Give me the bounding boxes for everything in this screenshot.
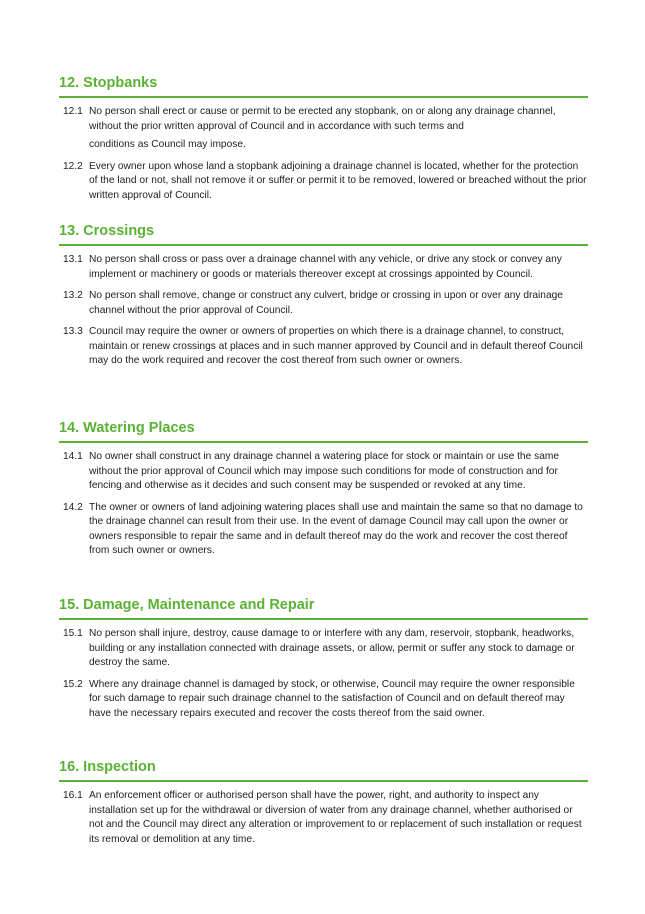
clause-14-1	[59, 450, 588, 494]
clause-text: Where any drainage channel is damaged by stock, or otherwise, Council may require the owner responsible for such damage to repair such drainage channel to the satisfaction of Council and on default thereof may have the necessary repairs executed and recover the costs thereof from the said owner.	[89, 678, 575, 719]
clause-text: No person shall cross or pass over a drainage channel with any vehicle, or drive any stock or convey any implement or machinery or goods or materials thereover except at crossings appointed by Council.	[89, 254, 562, 280]
clause-number: 14.2	[63, 501, 83, 513]
clause-number: 15.2	[63, 678, 83, 690]
section-heading: 14. Watering Places	[59, 419, 588, 443]
clause-13-3	[59, 325, 588, 369]
clause-15-1	[59, 627, 588, 671]
section-crossings	[59, 222, 588, 369]
clause-15-2	[59, 678, 588, 722]
clause-number: 13.1	[63, 254, 83, 265]
section-heading: 13. Crossings	[59, 222, 588, 246]
clause-number: 13.2	[63, 290, 83, 301]
clause-text: No owner shall construct in any drainage channel a watering place for stock or maintain or use the same without the prior approval of Council which may impose such conditions for mode of construction and for fencing and otherwise as it decides and such consent may be suspended or revoked at any time.	[89, 451, 560, 491]
section-inspection	[59, 758, 588, 847]
clause-text: Council may require the owner or owners of properties on which there is a drainage channel, to construct, maintain or renew crossings at places and in such manner approved by Council and in default thereof Council may do the work required and recover the cost thereof from such owner or owners.	[89, 326, 583, 366]
clause-text: No person shall injure, destroy, cause damage to or interfere with any dam, reservoir, stopbank, headworks, building or any installation connected with drainage assets, or allow, permit or suffer any stock to damage or destroy the same.	[89, 628, 575, 668]
clause-12-1	[59, 105, 588, 153]
clause-number: 13.3	[63, 326, 83, 337]
clause-number: 16.1	[63, 790, 83, 801]
section-watering-places	[59, 419, 588, 559]
clause-number: 15.1	[63, 628, 83, 639]
clause-number: 12.2	[63, 160, 83, 172]
section-heading: 15. Damage, Maintenance and Repair	[59, 596, 588, 620]
clause-text: An enforcement officer or authorised person shall have the power, right, and authority to inspect any installation set up for the withdrawal or diversion of water from any drainage channel, whether authorised or not and the Council may direct any alteration or improvement to or replacement of such installation or request its removal or demolition at any time.	[89, 790, 582, 845]
clause-13-2	[59, 289, 588, 318]
section-heading: 16. Inspection	[59, 758, 588, 782]
clause-16-1	[59, 789, 588, 847]
clause-text: No person shall remove, change or construct any culvert, bridge or crossing in upon or over any drainage channel without the prior approval of Council.	[89, 290, 563, 316]
clause-number: 14.1	[63, 451, 83, 462]
clause-text: Every owner upon whose land a stopbank adjoining a drainage channel is located, whether for the protection of the land or not, shall not remove it or suffer or permit it to be removed, lowered or breached without the prior written approval of Council.	[89, 160, 587, 201]
section-stopbanks	[59, 74, 588, 203]
section-damage-maintenance-repair	[59, 596, 588, 721]
clause-text: No person shall erect or cause or permit to be erected any stopbank, on or along any drainage channel, without the prior written approval of Council and in accordance with such terms and	[89, 106, 556, 132]
clause-text: The owner or owners of land adjoining watering places shall use and maintain the same so that no damage to the drainage channel can result from their use. In the event of damage Council may call upon the owner or owners responsible to repair the same and in default thereof may do the work and recover the cost thereof from such owner or owners.	[89, 501, 583, 556]
clause-13-1	[59, 253, 588, 282]
clause-14-2	[59, 501, 588, 559]
clause-text-continued: conditions as Council may impose.	[89, 139, 246, 150]
clause-number: 12.1	[63, 106, 83, 117]
clause-12-2	[59, 160, 588, 204]
section-heading: 12. Stopbanks	[59, 74, 588, 98]
